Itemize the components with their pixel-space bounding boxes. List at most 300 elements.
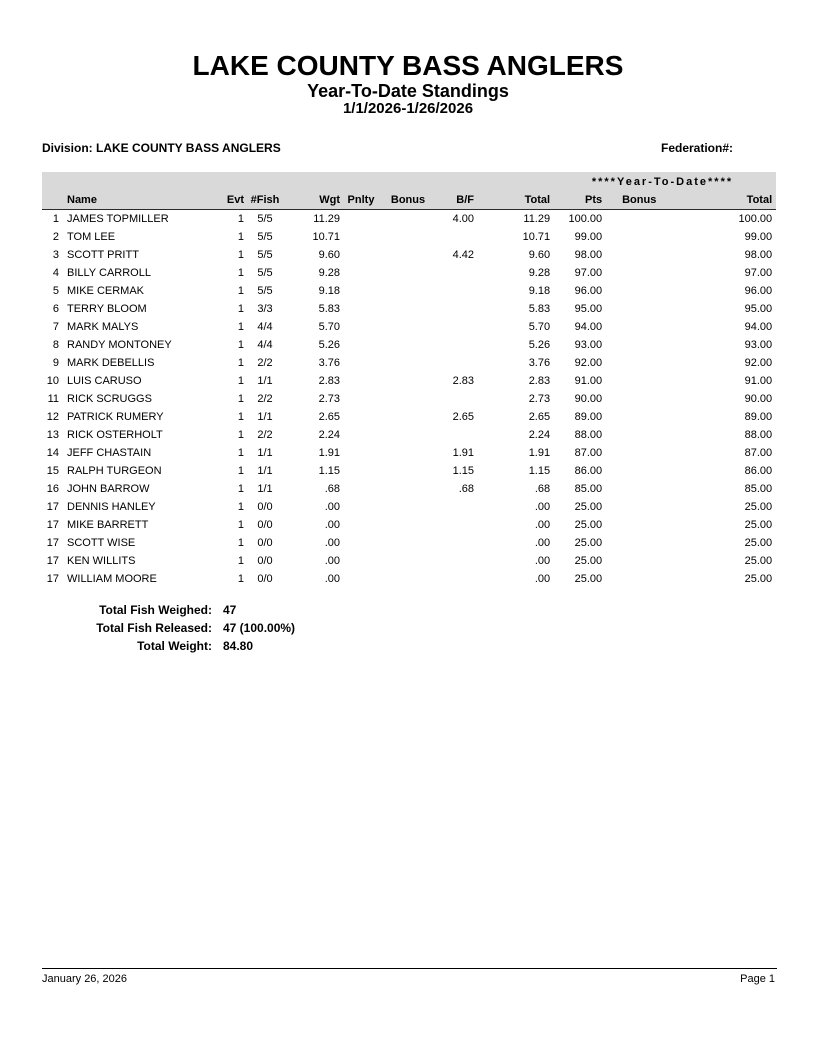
cell-wgt: 9.28	[318, 267, 340, 279]
cell-bonus	[382, 408, 434, 426]
cell-bonus	[382, 516, 434, 534]
cell-bf	[434, 498, 474, 516]
cell-bonus	[382, 498, 434, 516]
cell-pnlty	[340, 372, 382, 390]
cell-ytd-bonus	[602, 408, 700, 426]
cell-wgt: 9.18	[318, 285, 340, 297]
report-subtitle: Year-To-Date Standings	[307, 81, 509, 101]
cell-ytd-total: 97.00	[744, 267, 773, 279]
cell-total: 2.24	[528, 429, 551, 441]
cell-pts: 25.00	[574, 501, 603, 513]
cell-rank: 12	[46, 411, 59, 423]
cell-ytd-total: 99.00	[744, 231, 773, 243]
cell-ytd-bonus	[602, 570, 700, 588]
table-row	[42, 552, 776, 570]
cell-bf: 2.83	[452, 375, 474, 387]
cell-bonus	[382, 444, 434, 462]
col-header-pnlty: Pnlty	[340, 190, 382, 210]
cell-fish: 5/5	[257, 285, 273, 297]
cell-name: MIKE CERMAK	[67, 285, 145, 297]
cell-pnlty	[340, 498, 382, 516]
cell-ytd-bonus	[602, 372, 700, 390]
total-weight-label: Total Weight:	[137, 639, 212, 653]
cell-pnlty	[340, 408, 382, 426]
totals-block	[42, 601, 295, 655]
cell-total: 5.83	[528, 303, 551, 315]
cell-pnlty	[340, 282, 382, 300]
division-label: Division:	[42, 141, 93, 155]
cell-total: 1.91	[528, 447, 551, 459]
cell-evt: 1	[237, 231, 244, 243]
table-row	[42, 282, 776, 300]
cell-name: MIKE BARRETT	[67, 519, 149, 531]
cell-bonus	[382, 480, 434, 498]
cell-name: SCOTT PRITT	[67, 249, 139, 261]
cell-pnlty	[340, 444, 382, 462]
cell-pnlty	[340, 228, 382, 246]
cell-ytd-total: 93.00	[744, 339, 773, 351]
cell-bonus	[382, 300, 434, 318]
cell-evt: 1	[237, 375, 244, 387]
cell-fish: 1/1	[257, 465, 273, 477]
cell-bf	[434, 390, 474, 408]
cell-evt: 1	[237, 393, 244, 405]
cell-bf	[434, 264, 474, 282]
cell-bf	[434, 570, 474, 588]
cell-evt: 1	[237, 573, 244, 585]
cell-ytd-bonus	[602, 390, 700, 408]
cell-pnlty	[340, 300, 382, 318]
table-row	[42, 516, 776, 534]
cell-fish: 5/5	[257, 267, 273, 279]
cell-total: .00	[534, 519, 551, 531]
cell-fish: 0/0	[257, 555, 273, 567]
cell-fish: 0/0	[257, 537, 273, 549]
cell-total: 2.73	[528, 393, 551, 405]
table-row	[42, 534, 776, 552]
cell-total: 3.76	[528, 357, 551, 369]
total-fish-released-value: 47 (100.00%)	[223, 621, 296, 635]
cell-wgt: 9.60	[318, 249, 340, 261]
cell-wgt: 1.91	[318, 447, 340, 459]
cell-bf	[434, 318, 474, 336]
table-row	[42, 570, 776, 588]
cell-evt: 1	[237, 519, 244, 531]
federation-label: Federation#:	[660, 141, 733, 155]
cell-pts: 95.00	[574, 303, 603, 315]
cell-rank: 15	[46, 465, 59, 477]
cell-ytd-total: 89.00	[744, 411, 773, 423]
col-header-rank	[42, 190, 59, 210]
cell-ytd-bonus	[602, 336, 700, 354]
cell-fish: 0/0	[257, 519, 273, 531]
cell-rank: 10	[46, 375, 59, 387]
cell-wgt: 2.24	[318, 429, 340, 441]
total-fish-weighed-value: 47	[223, 603, 237, 617]
cell-rank: 7	[52, 321, 59, 333]
cell-fish: 1/1	[257, 447, 273, 459]
col-header-fish: #Fish	[244, 190, 286, 210]
col-header-bf: B/F	[434, 190, 474, 210]
col-header-total: Total	[474, 190, 550, 210]
cell-pnlty	[340, 480, 382, 498]
cell-fish: 1/1	[257, 483, 273, 495]
cell-ytd-total: 25.00	[744, 519, 773, 531]
cell-ytd-bonus	[602, 210, 700, 229]
cell-fish: 5/5	[257, 231, 273, 243]
cell-name: RALPH TURGEON	[67, 465, 162, 477]
cell-evt: 1	[237, 357, 244, 369]
table-row	[42, 498, 776, 516]
table-row	[42, 390, 776, 408]
cell-rank: 17	[46, 573, 59, 585]
table-row	[42, 426, 776, 444]
cell-pts: 100.00	[568, 213, 603, 225]
cell-evt: 1	[237, 555, 244, 567]
cell-pts: 25.00	[574, 537, 603, 549]
cell-ytd-total: 100.00	[738, 213, 773, 225]
cell-pts: 96.00	[574, 285, 603, 297]
cell-pnlty	[340, 534, 382, 552]
cell-ytd-bonus	[602, 444, 700, 462]
cell-ytd-bonus	[602, 228, 700, 246]
cell-pts: 99.00	[574, 231, 603, 243]
cell-ytd-bonus	[602, 462, 700, 480]
footer-divider	[42, 968, 777, 969]
cell-ytd-total: 86.00	[744, 465, 773, 477]
footer-date: January 26, 2026	[42, 973, 128, 985]
cell-rank: 3	[52, 249, 59, 261]
cell-evt: 1	[237, 501, 244, 513]
cell-wgt: 5.26	[318, 339, 340, 351]
table-row	[42, 246, 776, 264]
cell-pts: 97.00	[574, 267, 603, 279]
table-header	[42, 172, 776, 210]
division-value: LAKE COUNTY BASS ANGLERS	[96, 141, 281, 155]
cell-name: JOHN BARROW	[67, 483, 150, 495]
cell-name: DENNIS HANLEY	[67, 501, 156, 513]
cell-fish: 0/0	[257, 573, 273, 585]
cell-fish: 4/4	[257, 321, 273, 333]
report-date-range: 1/1/2026-1/26/2026	[342, 100, 474, 117]
cell-total: 10.71	[522, 231, 551, 243]
cell-bf: 2.65	[452, 411, 474, 423]
cell-pts: 92.00	[574, 357, 603, 369]
cell-bf	[434, 282, 474, 300]
cell-pnlty	[340, 210, 382, 229]
total-weight-row	[42, 637, 295, 655]
cell-evt: 1	[237, 267, 244, 279]
col-header-ytd-total: Total	[700, 190, 776, 210]
table-row	[42, 480, 776, 498]
cell-ytd-total: 98.00	[744, 249, 773, 261]
col-header-wgt: Wgt	[286, 190, 340, 210]
cell-fish: 1/1	[257, 375, 273, 387]
cell-bf: 4.00	[452, 213, 474, 225]
cell-evt: 1	[237, 213, 244, 225]
division	[42, 141, 281, 155]
cell-ytd-total: 95.00	[744, 303, 773, 315]
cell-fish: 5/5	[257, 213, 273, 225]
cell-pnlty	[340, 570, 382, 588]
col-header-bonus: Bonus	[382, 190, 434, 210]
cell-rank: 17	[46, 501, 59, 513]
ytd-banner: ****Year-To-Date****	[591, 175, 734, 188]
cell-bonus	[382, 246, 434, 264]
total-weight-value: 84.80	[223, 639, 254, 653]
cell-pts: 85.00	[574, 483, 603, 495]
cell-bonus	[382, 228, 434, 246]
cell-ytd-total: 85.00	[744, 483, 773, 495]
table-row	[42, 462, 776, 480]
cell-bonus	[382, 426, 434, 444]
cell-pnlty	[340, 336, 382, 354]
cell-evt: 1	[237, 249, 244, 261]
cell-pnlty	[340, 246, 382, 264]
cell-name: SCOTT WISE	[67, 537, 136, 549]
cell-evt: 1	[237, 285, 244, 297]
cell-ytd-total: 91.00	[744, 375, 773, 387]
cell-pnlty	[340, 264, 382, 282]
standings-table	[42, 172, 776, 588]
cell-pts: 25.00	[574, 519, 603, 531]
cell-fish: 1/1	[257, 411, 273, 423]
table-row	[42, 372, 776, 390]
cell-bf	[434, 534, 474, 552]
cell-bonus	[382, 210, 434, 229]
cell-wgt: 2.73	[318, 393, 340, 405]
cell-pts: 25.00	[574, 573, 603, 585]
cell-wgt: .68	[324, 483, 340, 495]
cell-ytd-bonus	[602, 480, 700, 498]
cell-total: .00	[534, 537, 551, 549]
cell-ytd-total: 25.00	[744, 537, 773, 549]
cell-name: RICK SCRUGGS	[67, 393, 152, 405]
table-row	[42, 228, 776, 246]
cell-pts: 91.00	[574, 375, 603, 387]
cell-evt: 1	[237, 321, 244, 333]
cell-pts: 94.00	[574, 321, 603, 333]
cell-pnlty	[340, 426, 382, 444]
cell-bonus	[382, 552, 434, 570]
cell-evt: 1	[237, 465, 244, 477]
cell-fish: 4/4	[257, 339, 273, 351]
cell-bonus	[382, 318, 434, 336]
cell-ytd-bonus	[602, 426, 700, 444]
cell-wgt: 3.76	[318, 357, 340, 369]
cell-total: 11.29	[523, 213, 551, 225]
cell-ytd-total: 94.00	[744, 321, 773, 333]
cell-evt: 1	[237, 429, 244, 441]
cell-bf: 1.15	[452, 465, 474, 477]
cell-evt: 1	[237, 303, 244, 315]
table-row	[42, 408, 776, 426]
cell-name: BILLY CARROLL	[67, 267, 151, 279]
cell-total: .00	[534, 555, 551, 567]
cell-name: MARK MALYS	[67, 321, 139, 333]
cell-name: LUIS CARUSO	[67, 375, 142, 387]
cell-bf	[434, 426, 474, 444]
cell-ytd-total: 87.00	[744, 447, 773, 459]
cell-evt: 1	[237, 537, 244, 549]
cell-pts: 93.00	[574, 339, 603, 351]
cell-ytd-total: 90.00	[744, 393, 773, 405]
division-row	[42, 141, 776, 155]
cell-rank: 16	[46, 483, 59, 495]
cell-ytd-bonus	[602, 300, 700, 318]
cell-total: 5.26	[528, 339, 551, 351]
cell-rank: 1	[52, 213, 59, 225]
total-fish-weighed-row	[42, 601, 295, 619]
total-fish-released-row	[42, 619, 295, 637]
cell-wgt: .00	[324, 519, 340, 531]
cell-pnlty	[340, 462, 382, 480]
cell-ytd-bonus	[602, 516, 700, 534]
cell-rank: 11	[47, 393, 59, 405]
cell-rank: 6	[52, 303, 59, 315]
cell-wgt: 5.83	[318, 303, 340, 315]
cell-bonus	[382, 264, 434, 282]
cell-rank: 4	[52, 267, 59, 279]
col-header-pts: Pts	[550, 190, 602, 210]
cell-fish: 3/3	[257, 303, 273, 315]
cell-wgt: .00	[324, 501, 340, 513]
cell-pnlty	[340, 318, 382, 336]
cell-evt: 1	[237, 339, 244, 351]
ytd-banner-spacer	[42, 172, 550, 190]
cell-pnlty	[340, 390, 382, 408]
cell-total: 5.70	[528, 321, 551, 333]
cell-bonus	[382, 354, 434, 372]
cell-rank: 8	[52, 339, 59, 351]
cell-name: KEN WILLITS	[67, 555, 136, 567]
cell-pnlty	[340, 354, 382, 372]
cell-fish: 2/2	[257, 429, 273, 441]
cell-bonus	[382, 336, 434, 354]
cell-rank: 17	[46, 537, 59, 549]
table-row	[42, 444, 776, 462]
cell-name: MARK DEBELLIS	[67, 357, 155, 369]
cell-bf	[434, 516, 474, 534]
cell-ytd-bonus	[602, 498, 700, 516]
cell-name: PATRICK RUMERY	[67, 411, 164, 423]
cell-bonus	[382, 462, 434, 480]
cell-total: .00	[534, 501, 551, 513]
cell-wgt: 2.83	[318, 375, 340, 387]
cell-bonus	[382, 282, 434, 300]
cell-bf: 4.42	[452, 249, 474, 261]
col-header-name: Name	[59, 190, 220, 210]
column-header-row	[42, 190, 776, 210]
cell-fish: 0/0	[257, 501, 273, 513]
cell-pts: 88.00	[574, 429, 603, 441]
cell-fish: 2/2	[257, 393, 273, 405]
footer	[42, 973, 775, 985]
cell-pts: 89.00	[574, 411, 603, 423]
cell-bonus	[382, 570, 434, 588]
cell-evt: 1	[237, 447, 244, 459]
cell-rank: 2	[52, 231, 59, 243]
cell-rank: 9	[52, 357, 59, 369]
cell-ytd-bonus	[602, 552, 700, 570]
cell-ytd-total: 25.00	[744, 555, 773, 567]
total-fish-weighed-label: Total Fish Weighed:	[99, 603, 212, 617]
cell-name: RICK OSTERHOLT	[67, 429, 163, 441]
cell-ytd-bonus	[602, 246, 700, 264]
cell-total: 1.15	[528, 465, 551, 477]
cell-bf	[434, 354, 474, 372]
cell-pts: 87.00	[574, 447, 603, 459]
title-block	[0, 51, 816, 117]
cell-bf: .68	[458, 483, 474, 495]
table-row	[42, 354, 776, 372]
cell-rank: 5	[52, 285, 59, 297]
cell-bf: 1.91	[452, 447, 474, 459]
cell-bonus	[382, 390, 434, 408]
cell-total: 9.28	[528, 267, 551, 279]
cell-wgt: 11.29	[313, 213, 340, 225]
cell-pts: 98.00	[574, 249, 603, 261]
cell-pnlty	[340, 516, 382, 534]
cell-pts: 25.00	[574, 555, 603, 567]
cell-bf	[434, 300, 474, 318]
cell-total: 2.65	[528, 411, 551, 423]
cell-total: .00	[534, 573, 551, 585]
cell-ytd-total: 88.00	[744, 429, 773, 441]
cell-ytd-bonus	[602, 354, 700, 372]
cell-total: 9.18	[528, 285, 551, 297]
cell-bf	[434, 552, 474, 570]
cell-ytd-total: 96.00	[744, 285, 773, 297]
cell-wgt: 1.15	[318, 465, 340, 477]
cell-wgt: .00	[324, 555, 340, 567]
cell-wgt: 2.65	[318, 411, 340, 423]
cell-ytd-total: 25.00	[744, 501, 773, 513]
page-number: Page 1	[740, 973, 775, 985]
ytd-banner-row	[42, 172, 776, 190]
cell-ytd-bonus	[602, 282, 700, 300]
cell-pts: 86.00	[574, 465, 603, 477]
cell-ytd-total: 25.00	[744, 573, 773, 585]
col-header-ytd-bonus: Bonus	[602, 190, 700, 210]
cell-evt: 1	[237, 483, 244, 495]
cell-ytd-total: 92.00	[744, 357, 773, 369]
table-row	[42, 264, 776, 282]
cell-total: .68	[534, 483, 551, 495]
cell-bonus	[382, 534, 434, 552]
cell-ytd-bonus	[602, 264, 700, 282]
cell-name: RANDY MONTONEY	[67, 339, 172, 351]
table-row	[42, 300, 776, 318]
cell-total: 9.60	[528, 249, 551, 261]
cell-name: JEFF CHASTAIN	[67, 447, 152, 459]
table-row	[42, 336, 776, 354]
table-row	[42, 318, 776, 336]
table-row	[42, 210, 776, 229]
cell-rank: 14	[46, 447, 59, 459]
cell-name: TOM LEE	[67, 231, 116, 243]
cell-pnlty	[340, 552, 382, 570]
cell-fish: 5/5	[257, 249, 273, 261]
cell-pts: 90.00	[574, 393, 603, 405]
cell-name: WILLIAM MOORE	[67, 573, 157, 585]
cell-bf	[434, 336, 474, 354]
cell-fish: 2/2	[257, 357, 273, 369]
cell-wgt: 5.70	[318, 321, 340, 333]
cell-wgt: 10.71	[312, 231, 340, 243]
col-header-evt: Evt	[220, 190, 244, 210]
cell-wgt: .00	[324, 573, 340, 585]
